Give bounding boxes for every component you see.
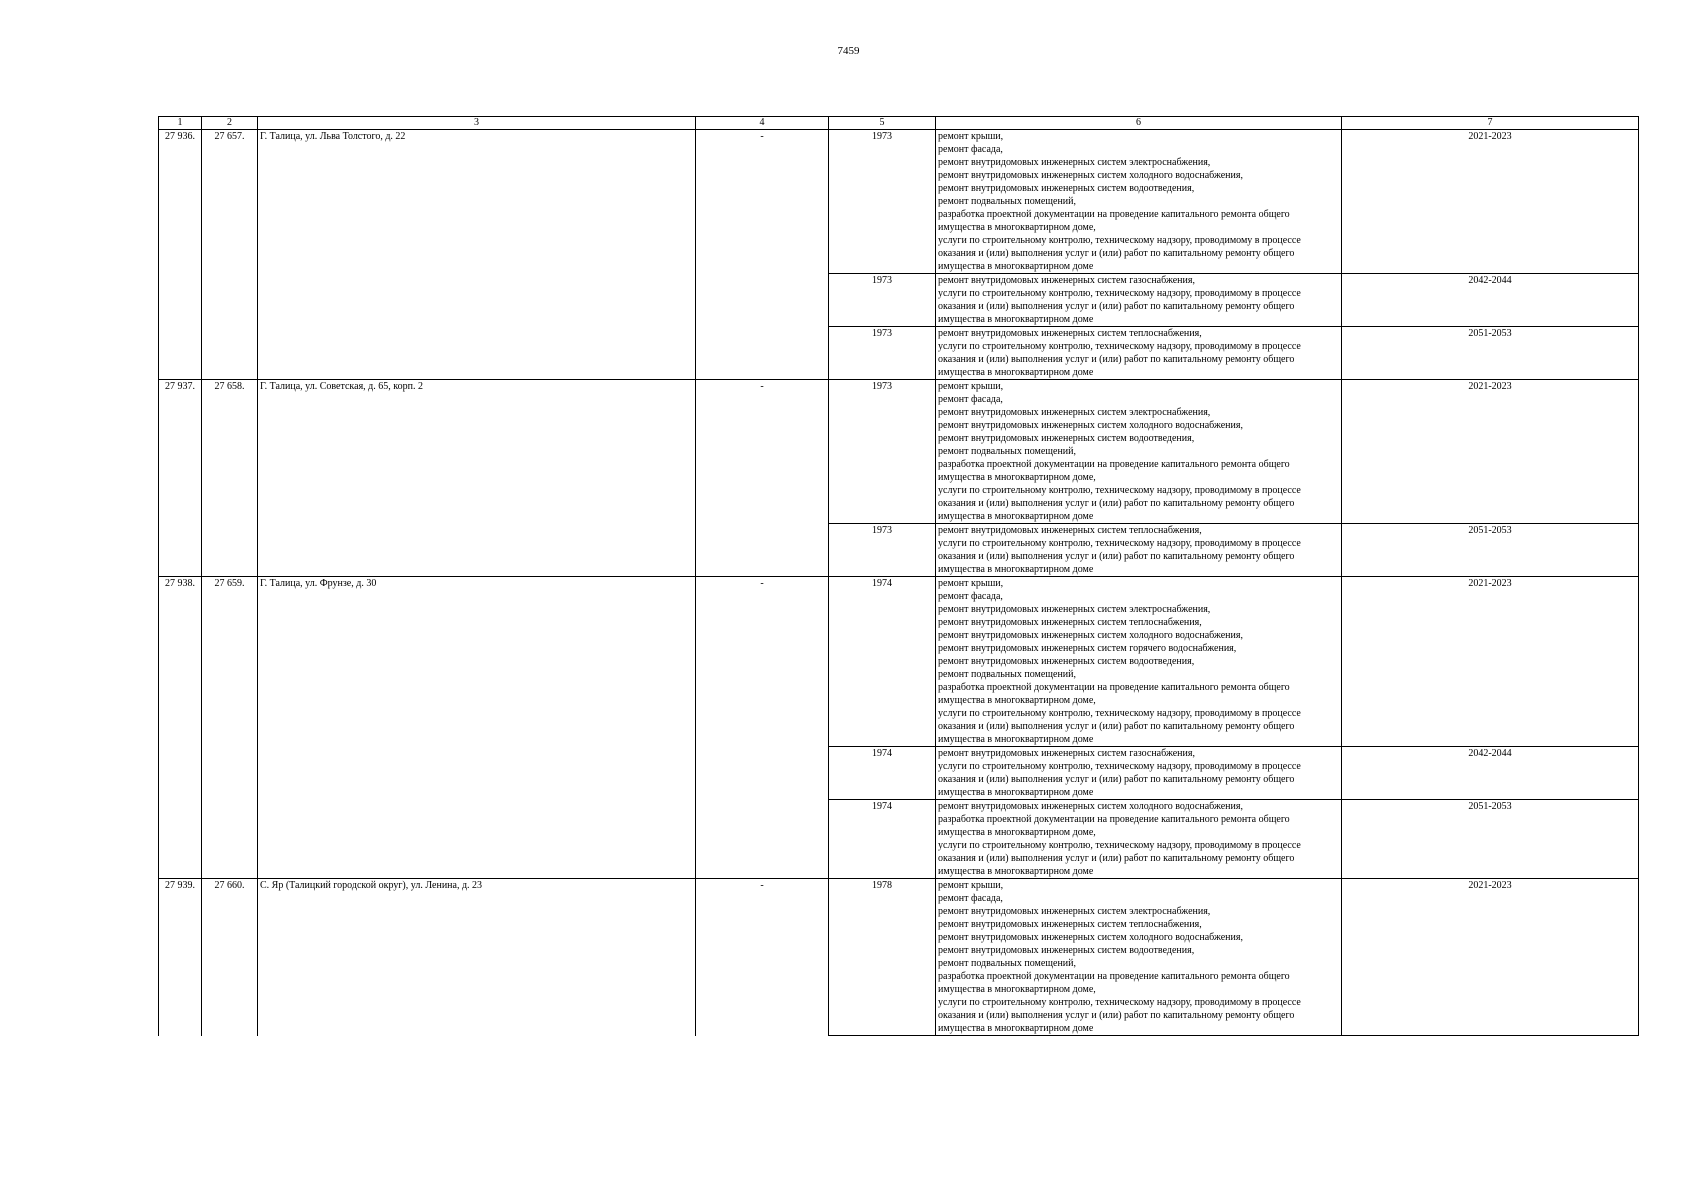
repair-work-item: оказания и (или) выполнения услуг и (или) работ по капитальному ремонту общего: [938, 248, 1295, 259]
repair-work-item: оказания и (или) выполнения услуг и (или) работ по капитальному ремонту общего: [938, 1010, 1295, 1021]
repair-work-item: ремонт фасада,: [938, 893, 1003, 904]
house-number: 27 660.: [202, 879, 258, 1036]
repair-work-item: разработка проектной документации на проведение капитального ремонта общего: [938, 971, 1290, 982]
repair-work-item: ремонт внутридомовых инженерных систем водоотведения,: [938, 945, 1195, 956]
repair-work-item: ремонт внутридомовых инженерных систем электроснабжения,: [938, 407, 1211, 418]
table-row: [159, 130, 1639, 274]
repair-work-item: ремонт внутридомовых инженерных систем холодного водоснабжения,: [938, 932, 1243, 943]
repair-work-item: ремонт крыши,: [938, 578, 1004, 589]
house-number: 27 657.: [202, 130, 258, 380]
repair-work-item: ремонт внутридомовых инженерных систем теплоснабжения,: [938, 919, 1202, 930]
repair-work-item: ремонт внутридомовых инженерных систем холодного водоснабжения,: [938, 801, 1243, 812]
column-number-row: [159, 117, 1639, 130]
repair-work-item: имущества в многоквартирном доме,: [938, 695, 1096, 706]
repair-work-item: разработка проектной документации на проведение капитального ремонта общего: [938, 814, 1290, 825]
repair-period: 2051-2053: [1342, 800, 1639, 879]
repair-works: [936, 130, 1342, 274]
repair-works: [936, 747, 1342, 800]
repair-work-item: разработка проектной документации на проведение капитального ремонта общего: [938, 459, 1290, 470]
repair-work-item: оказания и (или) выполнения услуг и (или) работ по капитальному ремонту общего: [938, 551, 1295, 562]
repair-work-item: ремонт внутридомовых инженерных систем холодного водоснабжения,: [938, 630, 1243, 641]
repair-work-item: ремонт внутридомовых инженерных систем водоотведения,: [938, 656, 1195, 667]
repair-work-item: имущества в многоквартирном доме: [938, 367, 1094, 378]
repair-work-item: ремонт внутридомовых инженерных систем водоотведения,: [938, 433, 1195, 444]
house-number: 27 658.: [202, 380, 258, 577]
repair-work-item: имущества в многоквартирном доме,: [938, 222, 1096, 233]
repair-work-item: оказания и (или) выполнения услуг и (или) работ по капитальному ремонту общего: [938, 354, 1295, 365]
repair-work-item: оказания и (или) выполнения услуг и (или) работ по капитальному ремонту общего: [938, 853, 1295, 864]
repair-period: 2042-2044: [1342, 274, 1639, 327]
capital-repair-table: [158, 116, 1639, 1036]
repair-work-item: услуги по строительному контролю, техническому надзору, проводимому в процессе: [938, 708, 1301, 719]
repair-work-item: разработка проектной документации на проведение капитального ремонта общего: [938, 209, 1290, 220]
repair-work-item: ремонт крыши,: [938, 880, 1004, 891]
repair-work-item: услуги по строительному контролю, техническому надзору, проводимому в процессе: [938, 288, 1301, 299]
table-row: [159, 879, 1639, 1036]
column-header: 6: [936, 117, 1342, 130]
repair-work-item: оказания и (или) выполнения услуг и (или) работ по капитальному ремонту общего: [938, 498, 1295, 509]
commissioning-year: 1974: [829, 577, 936, 747]
repair-work-item: ремонт фасада,: [938, 144, 1003, 155]
house-address: Г. Талица, ул. Фрунзе, д. 30: [258, 577, 696, 879]
record-number: 27 937.: [159, 380, 202, 577]
repair-work-item: услуги по строительному контролю, техническому надзору, проводимому в процессе: [938, 341, 1301, 352]
repair-work-item: разработка проектной документации на проведение капитального ремонта общего: [938, 682, 1290, 693]
record-number: 27 939.: [159, 879, 202, 1036]
column-4-value: -: [696, 879, 829, 1036]
repair-works: [936, 274, 1342, 327]
repair-work-item: имущества в многоквартирном доме: [938, 1023, 1094, 1034]
record-number: 27 938.: [159, 577, 202, 879]
repair-period: 2051-2053: [1342, 327, 1639, 380]
repair-works: [936, 327, 1342, 380]
repair-work-item: имущества в многоквартирном доме: [938, 866, 1094, 877]
repair-work-item: ремонт подвальных помещений,: [938, 958, 1076, 969]
repair-work-item: ремонт фасада,: [938, 394, 1003, 405]
house-address: С. Яр (Талицкий городской округ), ул. Ленина, д. 23: [258, 879, 696, 1036]
column-header: 3: [258, 117, 696, 130]
column-4-value: -: [696, 380, 829, 577]
repair-work-item: ремонт внутридомовых инженерных систем теплоснабжения,: [938, 617, 1202, 628]
commissioning-year: 1973: [829, 130, 936, 274]
repair-work-item: ремонт подвальных помещений,: [938, 196, 1076, 207]
repair-work-item: услуги по строительному контролю, техническому надзору, проводимому в процессе: [938, 485, 1301, 496]
house-number: 27 659.: [202, 577, 258, 879]
page-number: 7459: [837, 45, 860, 57]
repair-work-item: услуги по строительному контролю, техническому надзору, проводимому в процессе: [938, 997, 1301, 1008]
repair-work-item: ремонт внутридомовых инженерных систем холодного водоснабжения,: [938, 420, 1243, 431]
commissioning-year: 1973: [829, 274, 936, 327]
commissioning-year: 1973: [829, 327, 936, 380]
repair-work-item: ремонт крыши,: [938, 381, 1004, 392]
commissioning-year: 1974: [829, 800, 936, 879]
commissioning-year: 1973: [829, 524, 936, 577]
repair-work-item: ремонт внутридомовых инженерных систем теплоснабжения,: [938, 328, 1202, 339]
repair-works: [936, 380, 1342, 524]
repair-work-item: ремонт внутридомовых инженерных систем горячего водоснабжения,: [938, 643, 1237, 654]
repair-work-item: имущества в многоквартирном доме,: [938, 984, 1096, 995]
repair-works: [936, 879, 1342, 1036]
repair-work-item: ремонт фасада,: [938, 591, 1003, 602]
repair-period: 2021-2023: [1342, 130, 1639, 274]
repair-work-item: ремонт внутридомовых инженерных систем газоснабжения,: [938, 748, 1195, 759]
repair-work-item: услуги по строительному контролю, техническому надзору, проводимому в процессе: [938, 538, 1301, 549]
repair-work-item: имущества в многоквартирном доме,: [938, 472, 1096, 483]
commissioning-year: 1974: [829, 747, 936, 800]
repair-works: [936, 800, 1342, 879]
repair-period: 2042-2044: [1342, 747, 1639, 800]
repair-work-item: имущества в многоквартирном доме: [938, 734, 1094, 745]
repair-work-item: имущества в многоквартирном доме,: [938, 827, 1096, 838]
commissioning-year: 1973: [829, 380, 936, 524]
repair-works: [936, 524, 1342, 577]
column-header: 2: [202, 117, 258, 130]
repair-period: 2021-2023: [1342, 380, 1639, 524]
table-row: [159, 577, 1639, 747]
column-header: 4: [696, 117, 829, 130]
repair-work-item: ремонт внутридомовых инженерных систем водоотведения,: [938, 183, 1195, 194]
repair-work-item: ремонт внутридомовых инженерных систем холодного водоснабжения,: [938, 170, 1243, 181]
repair-work-item: оказания и (или) выполнения услуг и (или) работ по капитальному ремонту общего: [938, 301, 1295, 312]
repair-work-item: имущества в многоквартирном доме: [938, 564, 1094, 575]
commissioning-year: 1978: [829, 879, 936, 1036]
house-address: Г. Талица, ул. Льва Толстого, д. 22: [258, 130, 696, 380]
table-row: [159, 380, 1639, 524]
repair-work-item: имущества в многоквартирном доме: [938, 261, 1094, 272]
repair-work-item: ремонт внутридомовых инженерных систем теплоснабжения,: [938, 525, 1202, 536]
repair-work-item: ремонт внутридомовых инженерных систем электроснабжения,: [938, 604, 1211, 615]
repair-work-item: ремонт крыши,: [938, 131, 1004, 142]
repair-period: 2021-2023: [1342, 879, 1639, 1036]
repair-work-item: имущества в многоквартирном доме: [938, 511, 1094, 522]
repair-work-item: ремонт внутридомовых инженерных систем электроснабжения,: [938, 157, 1211, 168]
record-number: 27 936.: [159, 130, 202, 380]
repair-work-item: услуги по строительному контролю, техническому надзору, проводимому в процессе: [938, 761, 1301, 772]
repair-period: 2051-2053: [1342, 524, 1639, 577]
repair-work-item: услуги по строительному контролю, техническому надзору, проводимому в процессе: [938, 235, 1301, 246]
house-address: Г. Талица, ул. Советская, д. 65, корп. 2: [258, 380, 696, 577]
repair-work-item: имущества в многоквартирном доме: [938, 314, 1094, 325]
repair-work-item: имущества в многоквартирном доме: [938, 787, 1094, 798]
repair-work-item: ремонт подвальных помещений,: [938, 669, 1076, 680]
repair-work-item: ремонт подвальных помещений,: [938, 446, 1076, 457]
repair-period: 2021-2023: [1342, 577, 1639, 747]
column-4-value: -: [696, 577, 829, 879]
column-header: 1: [159, 117, 202, 130]
repair-work-item: ремонт внутридомовых инженерных систем электроснабжения,: [938, 906, 1211, 917]
repair-work-item: услуги по строительному контролю, техническому надзору, проводимому в процессе: [938, 840, 1301, 851]
repair-works: [936, 577, 1342, 747]
column-header: 7: [1342, 117, 1639, 130]
column-header: 5: [829, 117, 936, 130]
repair-work-item: ремонт внутридомовых инженерных систем газоснабжения,: [938, 275, 1195, 286]
column-4-value: -: [696, 130, 829, 380]
repair-work-item: оказания и (или) выполнения услуг и (или) работ по капитальному ремонту общего: [938, 721, 1295, 732]
repair-work-item: оказания и (или) выполнения услуг и (или) работ по капитальному ремонту общего: [938, 774, 1295, 785]
